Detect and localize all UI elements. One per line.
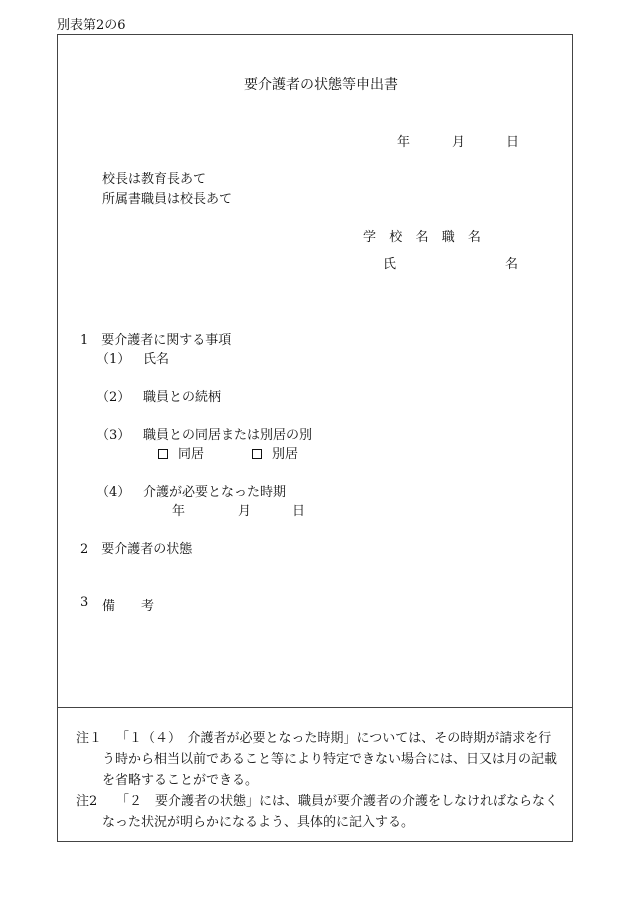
item1-number: （1） [96,352,131,367]
item3-label: 職員との同居または別居の別 [143,428,313,443]
note1-line1: 「１（４） 介護者が必要となった時期」については、その時期が請求を行 [116,731,552,746]
item4-number: （4） [96,485,131,500]
note2-line2: なった状況が明らかになるよう、具体的に記入する。 [102,815,415,830]
item2-label: 職員との続柄 [143,390,222,405]
notes-divider [57,707,573,708]
section3-number: 3 [80,595,89,610]
section2-heading: 2 要介護者の状態 [80,542,193,557]
name-label-shi: 氏 [383,257,397,272]
period-day: 日 [292,504,306,519]
date-year: 年 [397,135,411,150]
item4-label: 介護が必要となった時期 [143,485,287,500]
addressee-2: 所属書職員は校長あて [102,192,233,207]
item1-label: 氏名 [143,352,170,367]
checkbox-label-bekkyo: 別居 [272,447,299,462]
note2-line1: 「２ 要介護者の状態」には、職員が要介護者の介護をしなければならなく [116,794,559,809]
section3-label: 備 考 [102,599,155,614]
checkbox-label-douuko: 同居 [178,447,205,462]
form-frame [57,34,573,842]
school-job-label: 学 校 名 職 名 [363,230,486,245]
form-title: 要介護者の状態等申出書 [244,77,398,93]
item2-number: （2） [96,390,131,405]
checkbox-icon [252,449,262,459]
section1-heading: 1 要介護者に関する事項 [80,333,232,348]
period-year: 年 [172,504,186,519]
period-month: 月 [238,504,252,519]
addressee-1: 校長は教育長あて [102,172,207,187]
item3-number: （3） [96,428,131,443]
note1-prefix: 注１ [76,731,103,746]
date-day: 日 [506,135,520,150]
checkbox-icon [158,449,168,459]
note2-prefix: 注2 [76,794,98,809]
checkbox-douuko[interactable] [158,443,204,462]
note1-line3: を省略することができる。 [102,773,259,788]
date-month: 月 [452,135,466,150]
checkbox-bekkyo[interactable] [252,443,298,462]
name-label-mei: 名 [505,257,519,272]
note1-line2: う時から相当以前であること等により特定できない場合には、日又は月の記載 [102,752,558,767]
document-label: 別表第2の6 [57,18,126,33]
